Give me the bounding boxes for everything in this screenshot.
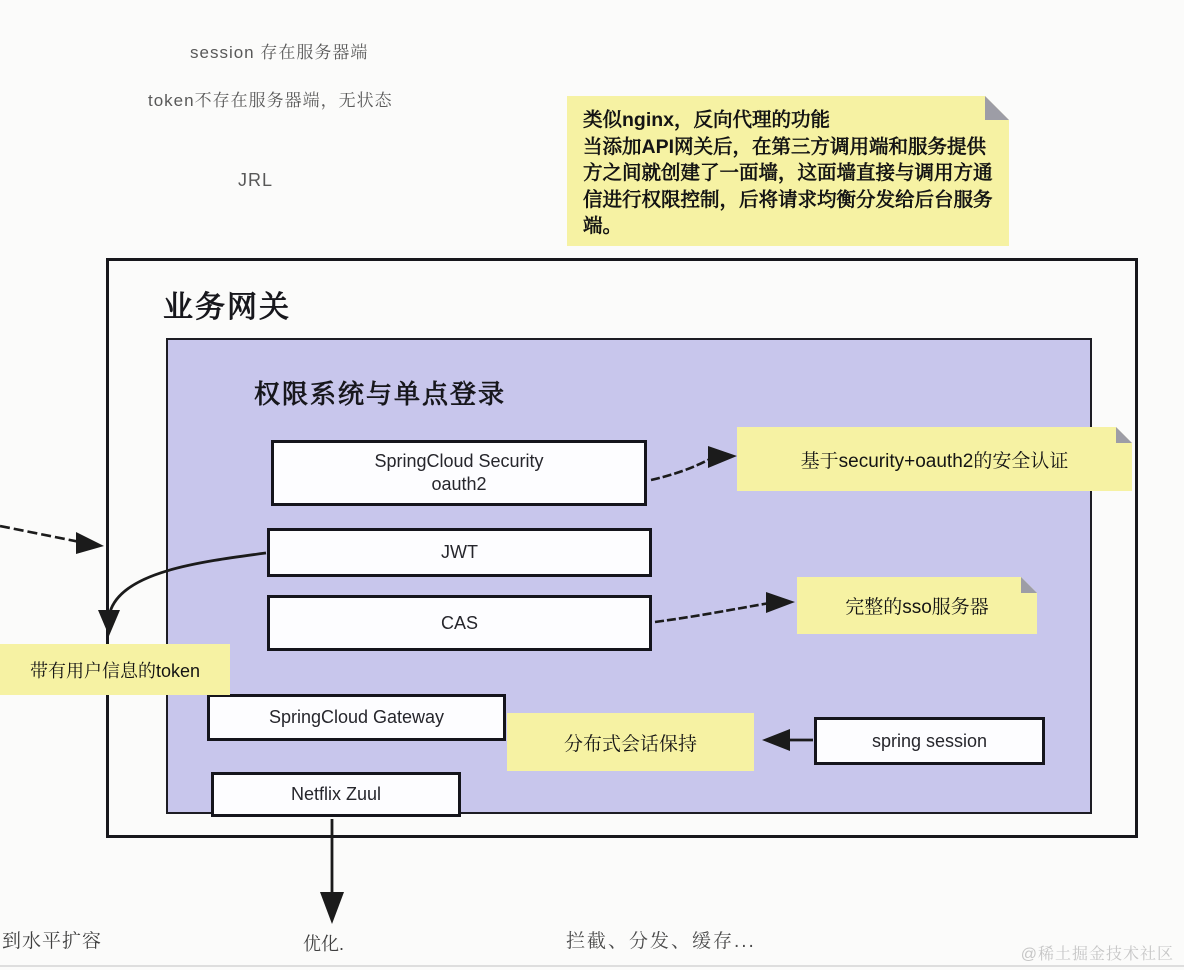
sticky-note-nginx bbox=[567, 96, 1009, 246]
component-jwt: JWT bbox=[267, 528, 652, 577]
sticky-note-text: 完整的sso服务器 bbox=[845, 597, 989, 618]
label-optimize: 优化. bbox=[303, 934, 345, 954]
arrowhead-icon bbox=[76, 532, 104, 554]
component-springcloud-gateway: SpringCloud Gateway bbox=[207, 694, 506, 741]
business-gateway-title: 业务网关 bbox=[163, 291, 291, 324]
component-label: oauth2 bbox=[431, 474, 487, 494]
nginx-note-body: 当添加API网关后，在第三方调用端和服务提供方之间就创建了一面墙，这面墙直接与调用方通信进行权限控制，后将请求均衡分发给后台服务端。 bbox=[583, 135, 993, 237]
folded-corner-icon bbox=[1021, 577, 1037, 593]
sticky-note-token bbox=[0, 644, 230, 695]
arrow-incoming-request bbox=[0, 526, 80, 542]
arrowhead-icon bbox=[320, 892, 344, 924]
component-cas: CAS bbox=[267, 595, 652, 651]
watermark-juejin: @稀土掘金技术社区 bbox=[1020, 946, 1174, 963]
nginx-note-title: 类似nginx，反向代理的功能 bbox=[583, 109, 830, 131]
bottom-divider bbox=[0, 965, 1184, 967]
sticky-note-text: 分布式会话保持 bbox=[563, 733, 697, 755]
component-label: SpringCloud Security bbox=[374, 451, 544, 471]
annotation-token: token不存在服务器端，无状态 bbox=[148, 91, 393, 110]
label-horizontal-scaling: 到水平扩容 bbox=[2, 931, 103, 952]
sticky-note-session-keep bbox=[507, 713, 754, 771]
component-spring-session: spring session bbox=[814, 717, 1045, 765]
sticky-note-text: 带有用户信息的token bbox=[29, 660, 201, 681]
component-springcloud-security bbox=[271, 440, 647, 506]
component-netflix-zuul: Netflix Zuul bbox=[211, 772, 461, 817]
folded-corner-icon bbox=[985, 96, 1009, 120]
sticky-note-sso bbox=[797, 577, 1037, 634]
sticky-note-text: 基于security+oauth2的安全认证 bbox=[800, 450, 1069, 472]
sticky-note-security-auth bbox=[737, 427, 1132, 491]
label-gateway-functions: 拦截、分发、缓存... bbox=[566, 931, 756, 952]
annotation-session: session 存在服务器端 bbox=[190, 43, 369, 62]
annotation-url: JRL bbox=[238, 170, 274, 190]
auth-sso-panel-title: 权限系统与单点登录 bbox=[254, 379, 507, 409]
folded-corner-icon bbox=[1116, 427, 1132, 443]
